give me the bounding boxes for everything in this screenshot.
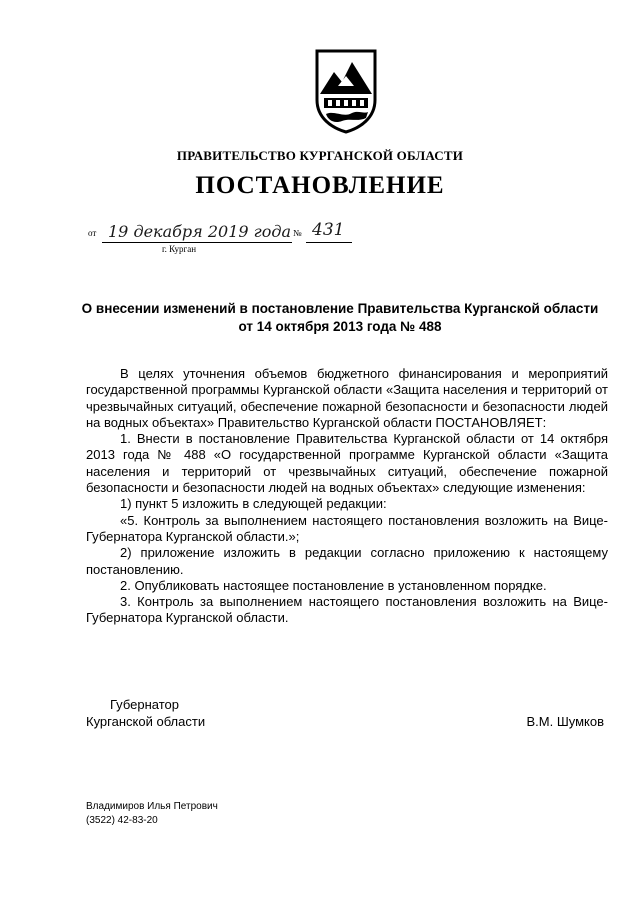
body-paragraph: 3. Контроль за выполнением настоящего постановления возложить на Вице-Губернатора Курганской области. [86, 594, 608, 626]
document-type-title: ПОСТАНОВЛЕНИЕ [195, 172, 445, 199]
number-label: № [293, 228, 302, 238]
subject-line-1: О внесении изменений в постановление Правительства Курганской области [81, 301, 599, 316]
signatory-name: В.М. Шумков [526, 714, 604, 729]
signature-position-line-2: Курганской области [86, 714, 206, 729]
handwritten-number: 431 [312, 220, 345, 240]
date-underline [102, 242, 292, 243]
city-label: г. Курган [162, 244, 197, 254]
handwritten-date: 19 декабря 2019 года [108, 222, 292, 241]
contact-person: Владимиров Илья Петрович [86, 801, 218, 812]
document-subject [70, 300, 610, 336]
body-paragraph: 2) приложение изложить в редакции согласно приложению к настоящему постановлению. [86, 545, 608, 577]
from-label: от [88, 228, 97, 238]
government-title: ПРАВИТЕЛЬСТВО КУРГАНСКОЙ ОБЛАСТИ [176, 148, 464, 163]
kurgan-coat-of-arms-icon [314, 48, 378, 134]
body-paragraph: 1) пункт 5 изложить в следующей редакции: [120, 496, 387, 512]
document-body [86, 366, 608, 627]
body-paragraph: 1. Внести в постановление Правительства Курганской области от 14 октября 2013 года № 488 «О государственной программе Курганской области «Защита населения и территорий от чрезвычайных ситуаций, обеспечение пожарной безопасности и безопасности людей на водных объектах» следующие изменения: [86, 431, 608, 496]
contact-block [86, 800, 218, 828]
subject-line-2: от 14 октября 2013 года № 488 [238, 319, 442, 334]
body-paragraph: 2. Опубликовать настоящее постановление в установленном порядке. [120, 577, 547, 593]
signature-position-line-1: Губернатор [110, 697, 179, 712]
date-number-line [86, 216, 386, 264]
body-paragraph: В целях уточнения объемов бюджетного финансирования и мероприятий государственной программы Курганской области «Защита населения и территорий от чрезвычайных ситуаций, обеспечение пожарной безопасности и безопасности людей на водных объектах» Правительство Курганской области ПОСТАНОВЛЯЕТ: [86, 366, 608, 430]
body-paragraph: «5. Контроль за выполнением настоящего постановления возложить на Вице-Губернатора Курганской области.»; [86, 512, 608, 544]
number-underline [306, 242, 352, 243]
contact-phone: (3522) 42-83-20 [86, 815, 158, 826]
